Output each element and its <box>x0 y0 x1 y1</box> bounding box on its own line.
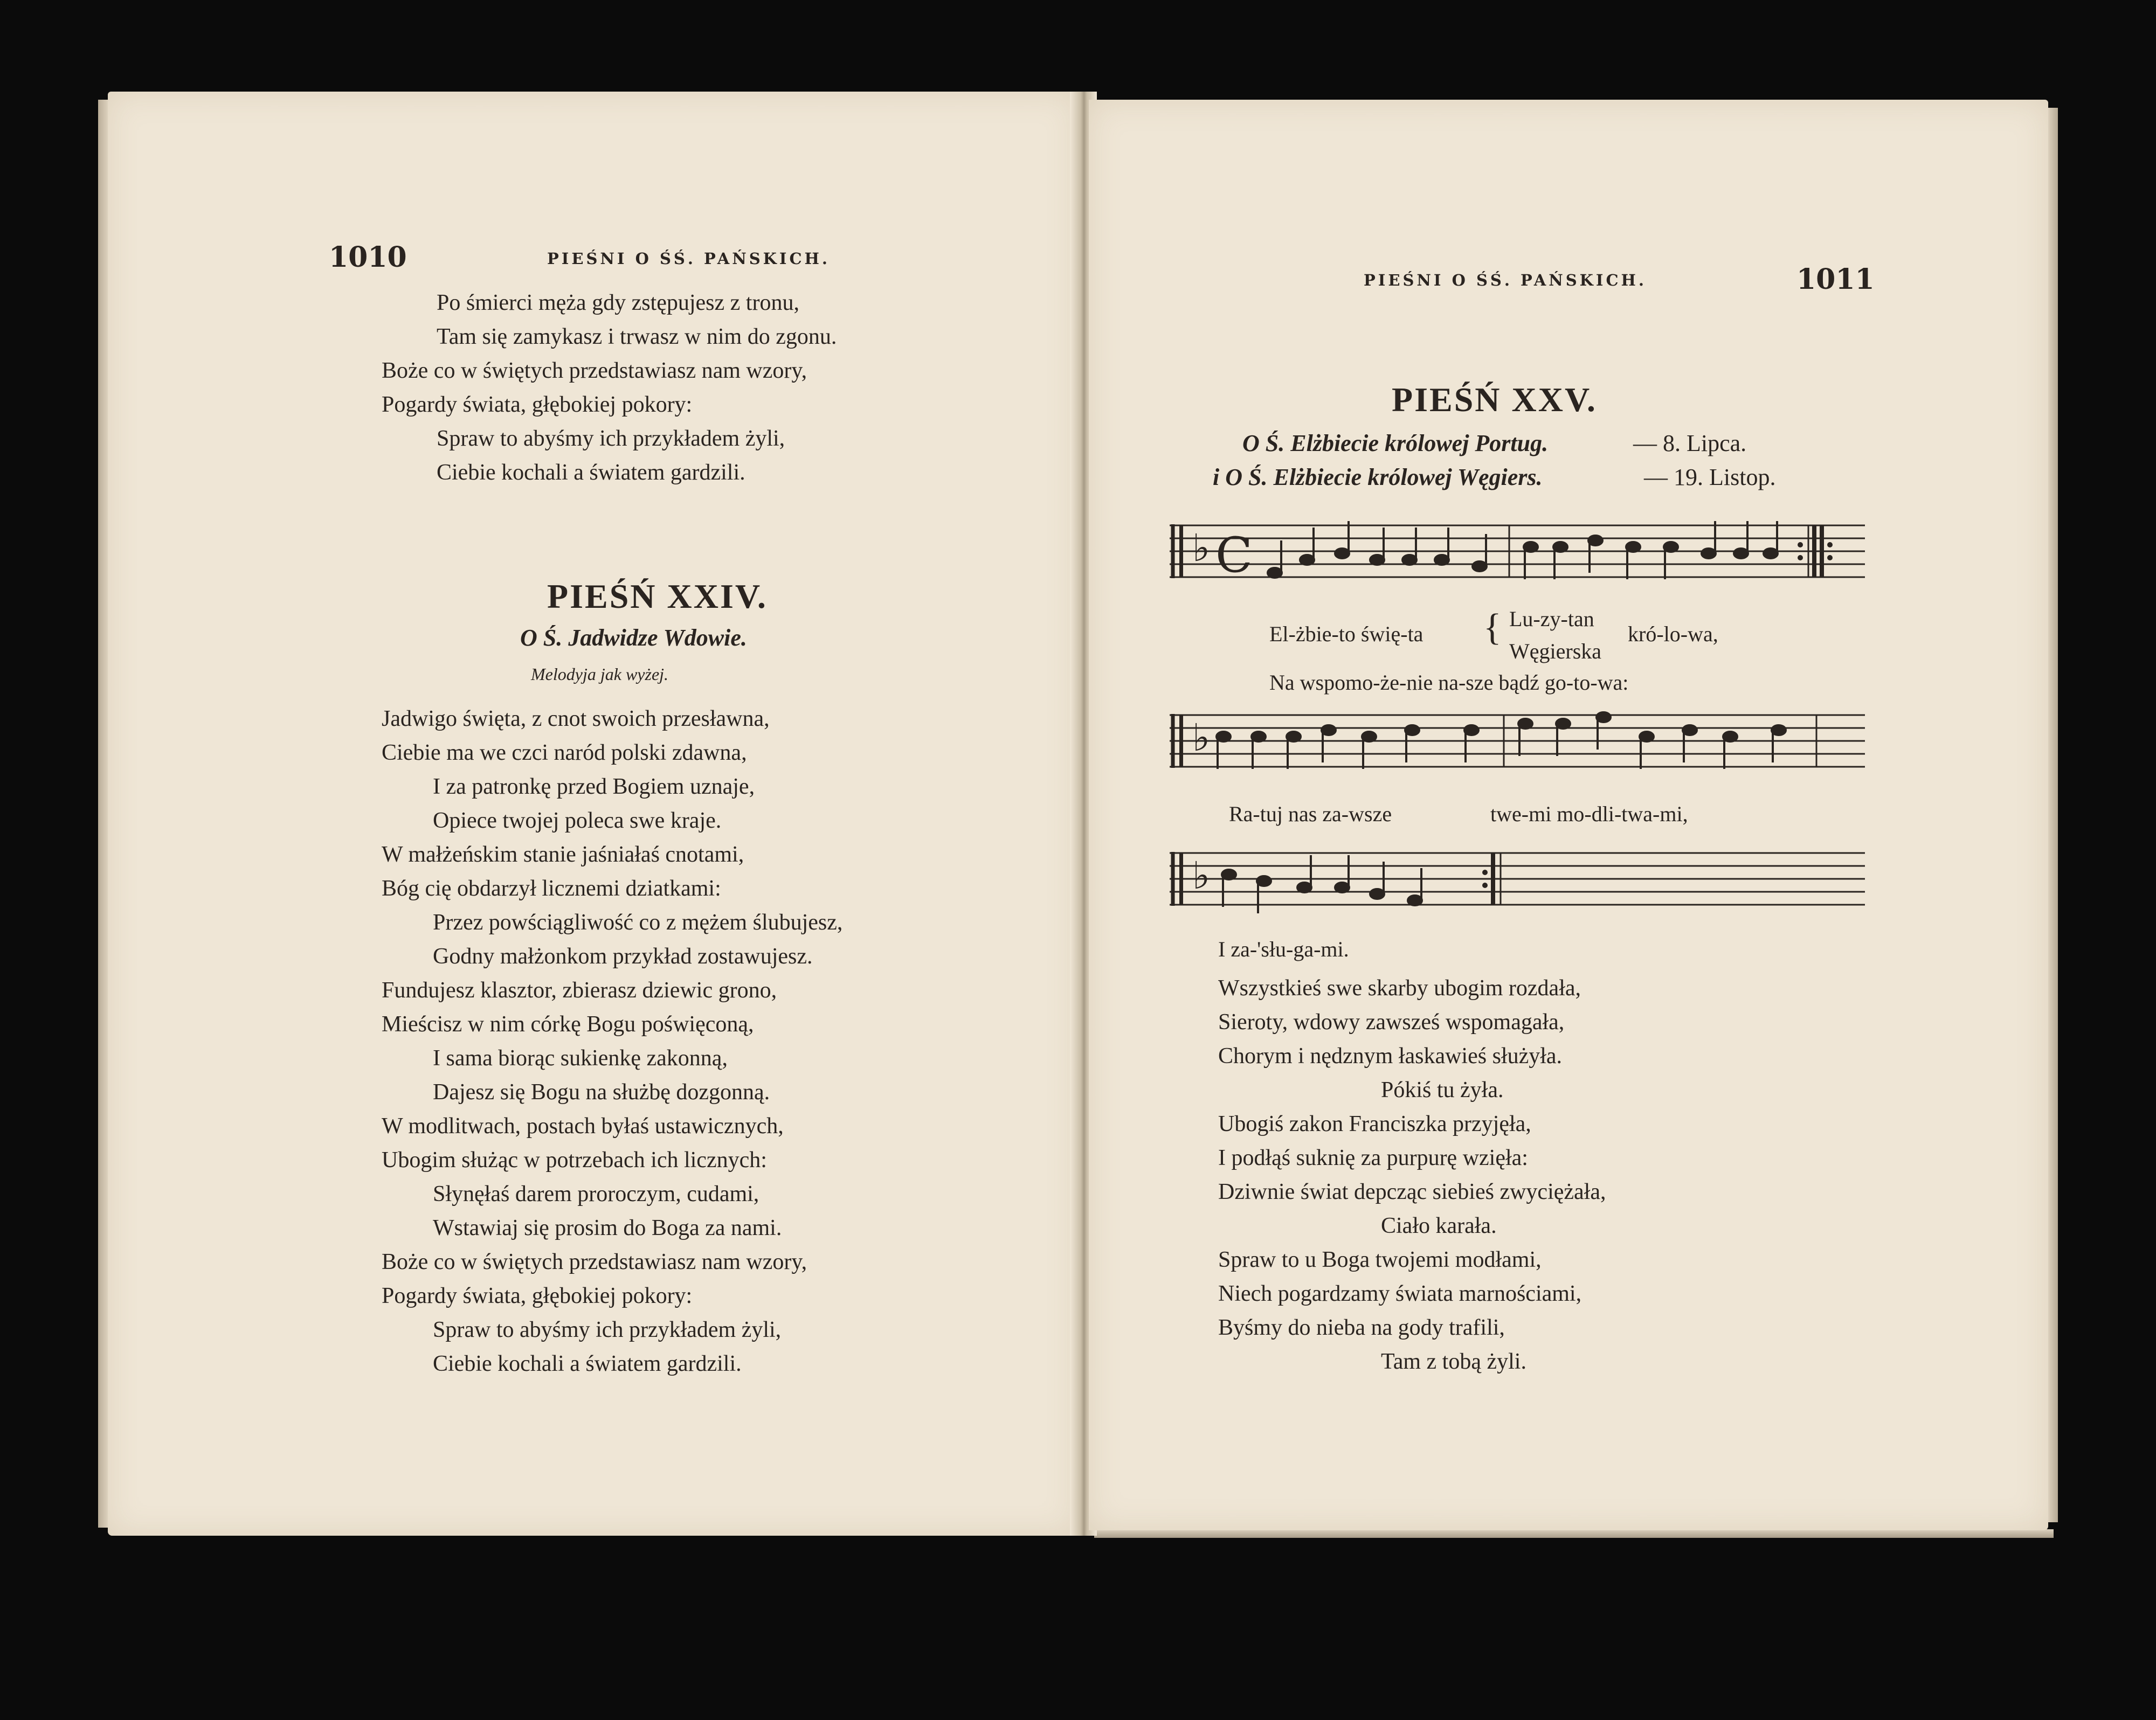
music-staff-3 <box>1170 842 1865 923</box>
song-title: PIEŚŃ XXV. <box>1392 380 1597 419</box>
song-subtitle: O Ś. Jadwidze Wdowie. <box>520 625 747 651</box>
svg-text:C: C <box>1215 527 1253 584</box>
svg-text:♭: ♭ <box>1192 715 1211 760</box>
verse-line: Godny małżonkom przykład zostawujesz. <box>433 944 813 969</box>
verse-line: Ubogim służąc w potrzebach ich licznych: <box>382 1148 767 1173</box>
verse-line: Byśmy do nieba na gody trafili, <box>1218 1315 1505 1340</box>
verse-line: Dziwnie świat depcząc siebieś zwyciężała, <box>1218 1180 1606 1204</box>
right-page <box>1089 100 2048 1530</box>
bottom-page-edges <box>1094 1529 2054 1538</box>
left-page <box>108 92 1078 1536</box>
lyrics-line-2: Na wspomo-że-nie na-sze bądź go-to-wa: <box>1269 670 1629 695</box>
verse-line: Ciebie kochali a światem gardzili. <box>437 460 745 485</box>
verse-line: Wstawiaj się prosim do Boga za nami. <box>433 1216 782 1240</box>
date-2: — 19. Listop. <box>1644 464 1776 490</box>
verse-line: Ciebie ma we czci naród polski zdawna, <box>382 740 747 765</box>
verse-line: Jadwigo święta, z cnot swoich przesławna, <box>382 706 770 731</box>
verse-line: Spraw to abyśmy ich przykładem żyli, <box>433 1317 782 1342</box>
page-number: 1010 <box>329 241 407 274</box>
verse-line: Po śmierci męża gdy zstępujesz z tronu, <box>437 290 799 315</box>
verse-line: Przez powściągliwość co z mężem ślubujesz, <box>433 910 843 935</box>
date-1: — 8. Lipca. <box>1633 430 1747 456</box>
verse-line: Sieroty, wdowy zawsześ wspomagała, <box>1218 1010 1565 1035</box>
running-head: PIEŚNI O ŚŚ. PAŃSKICH. <box>1364 271 1647 289</box>
music-staff-2 <box>1170 704 1865 785</box>
lyrics-line-1: El-żbie-to świę-ta <box>1269 622 1423 646</box>
verse-line: Chorym i nędznym łaskawieś służyła. <box>1218 1044 1563 1069</box>
verse-line: Ciało karała. <box>1381 1213 1497 1238</box>
verse-line: Spraw to abyśmy ich przykładem żyli, <box>437 426 785 451</box>
lyrics-variant-2: Węgierska <box>1509 639 1602 663</box>
verse-line: I za patronkę przed Bogiem uznaje, <box>433 774 755 799</box>
verse-line: I sama biorąc sukienkę zakonną, <box>433 1046 728 1071</box>
song-subtitle-2: i O Ś. Elżbiecie królowej Węgiers. <box>1213 464 1543 490</box>
verse-line: Boże co w świętych przedstawiasz nam wzory, <box>382 358 807 383</box>
verse-line: Spraw to u Boga twojemi modłami, <box>1218 1247 1542 1272</box>
verse-line: Opiece twojej poleca swe kraje. <box>433 808 722 833</box>
running-head: PIEŚNI O ŚŚ. PAŃSKICH. <box>547 249 831 268</box>
verse-line: Wszystkieś swe skarby ubogim rozdała, <box>1218 976 1581 1001</box>
svg-text:♭: ♭ <box>1192 525 1211 570</box>
page-number: 1011 <box>1796 263 1875 296</box>
verse-line: I podłąś suknię za purpurę wzięła: <box>1218 1146 1528 1170</box>
verse-line: Pogardy świata, głębokiej pokory: <box>382 1284 693 1308</box>
verse-line: Fundujesz klasztor, zbierasz dziewic grono, <box>382 978 777 1003</box>
verse-line: Tam z tobą żyli. <box>1381 1349 1526 1374</box>
verse-line: Tam się zamykasz i trwasz w nim do zgonu. <box>437 324 837 349</box>
lyrics-variant-1: Lu-zy-tan <box>1509 607 1594 631</box>
lyrics-line-1-end: kró-lo-wa, <box>1628 622 1718 646</box>
verse-line: Niech pogardzamy świata marnościami, <box>1218 1281 1582 1306</box>
song-subtitle-1: O Ś. Elżbiecie królowej Portug. <box>1242 430 1549 456</box>
lyrics-line-4: I za-'słu-ga-mi. <box>1218 937 1349 961</box>
verse-line: Boże co w świętych przedstawiasz nam wzory, <box>382 1250 807 1274</box>
brace: { <box>1483 607 1502 648</box>
verse-line: W modlitwach, postach byłaś ustawicznych, <box>382 1114 784 1139</box>
lyrics-line-3-end: twe-mi mo-dli-twa-mi, <box>1490 802 1688 826</box>
melody-note: Melodyja jak wyżej. <box>531 664 669 684</box>
svg-text:♭: ♭ <box>1192 853 1211 898</box>
lyrics-line-3: Ra-tuj nas za-wsze <box>1229 802 1392 826</box>
verse-line: Pókiś tu żyła. <box>1381 1078 1504 1102</box>
verse-line: Bóg cię obdarzył licznemi dziatkami: <box>382 876 721 901</box>
verse-line: W małżeńskim stanie jaśniałaś cnotami, <box>382 842 744 867</box>
song-title: PIEŚŃ XXIV. <box>547 577 768 615</box>
verse-line: Dajesz się Bogu na służbę dozgonną. <box>433 1080 770 1105</box>
music-staff-1 <box>1170 515 1865 595</box>
verse-line: Mieścisz w nim córkę Bogu poświęconą, <box>382 1012 754 1037</box>
verse-line: Słynęłaś darem proroczym, cudami, <box>433 1182 759 1206</box>
verse-line: Pogardy świata, głębokiej pokory: <box>382 392 693 417</box>
verse-line: Ciebie kochali a światem gardzili. <box>433 1351 742 1376</box>
verse-line: Ubogiś zakon Franciszka przyjęła, <box>1218 1112 1531 1136</box>
